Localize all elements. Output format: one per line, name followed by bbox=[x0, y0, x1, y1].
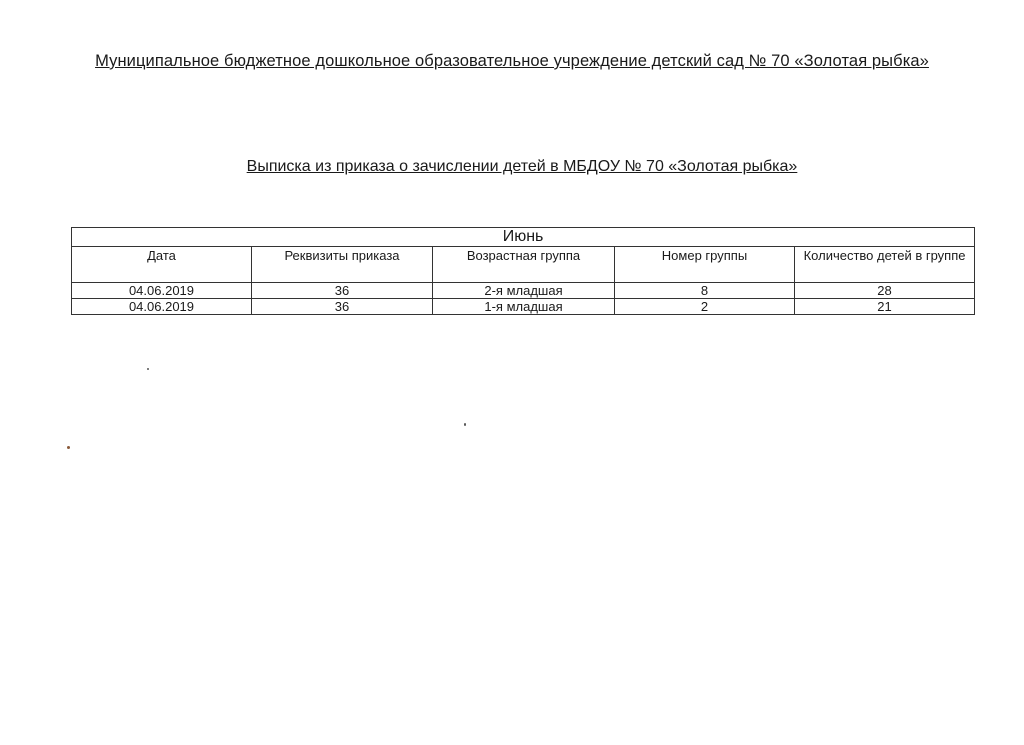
cell-date: 04.06.2019 bbox=[72, 299, 252, 315]
cell-age-group: 2-я младшая bbox=[433, 283, 615, 299]
cell-children-count: 21 bbox=[795, 299, 975, 315]
document-title: Выписка из приказа о зачислении детей в МБДОУ № 70 «Золотая рыбка» bbox=[246, 158, 798, 175]
month-row bbox=[72, 228, 975, 247]
month-header: Июнь bbox=[72, 228, 975, 247]
column-header-children-count: Количество детей в группе bbox=[795, 247, 975, 283]
cell-group-number: 2 bbox=[615, 299, 795, 315]
table-row bbox=[72, 283, 975, 299]
cell-children-count: 28 bbox=[795, 283, 975, 299]
column-header-age-group: Возрастная группа bbox=[433, 247, 615, 283]
cell-age-group: 1-я младшая bbox=[433, 299, 615, 315]
column-header-row bbox=[72, 247, 975, 283]
scan-speck bbox=[147, 368, 149, 370]
column-header-date: Дата bbox=[72, 247, 252, 283]
enrollment-table bbox=[71, 227, 975, 315]
organization-title: Муниципальное бюджетное дошкольное образовательное учреждение детский сад № 70 «Золотая рыбка» bbox=[95, 52, 929, 70]
cell-order-details: 36 bbox=[252, 283, 433, 299]
column-header-group-number: Номер группы bbox=[615, 247, 795, 283]
table-row bbox=[72, 299, 975, 315]
cell-order-details: 36 bbox=[252, 299, 433, 315]
cell-group-number: 8 bbox=[615, 283, 795, 299]
scan-speck bbox=[67, 446, 70, 449]
cell-date: 04.06.2019 bbox=[72, 283, 252, 299]
scan-speck bbox=[464, 423, 466, 426]
column-header-order-details: Реквизиты приказа bbox=[252, 247, 433, 283]
